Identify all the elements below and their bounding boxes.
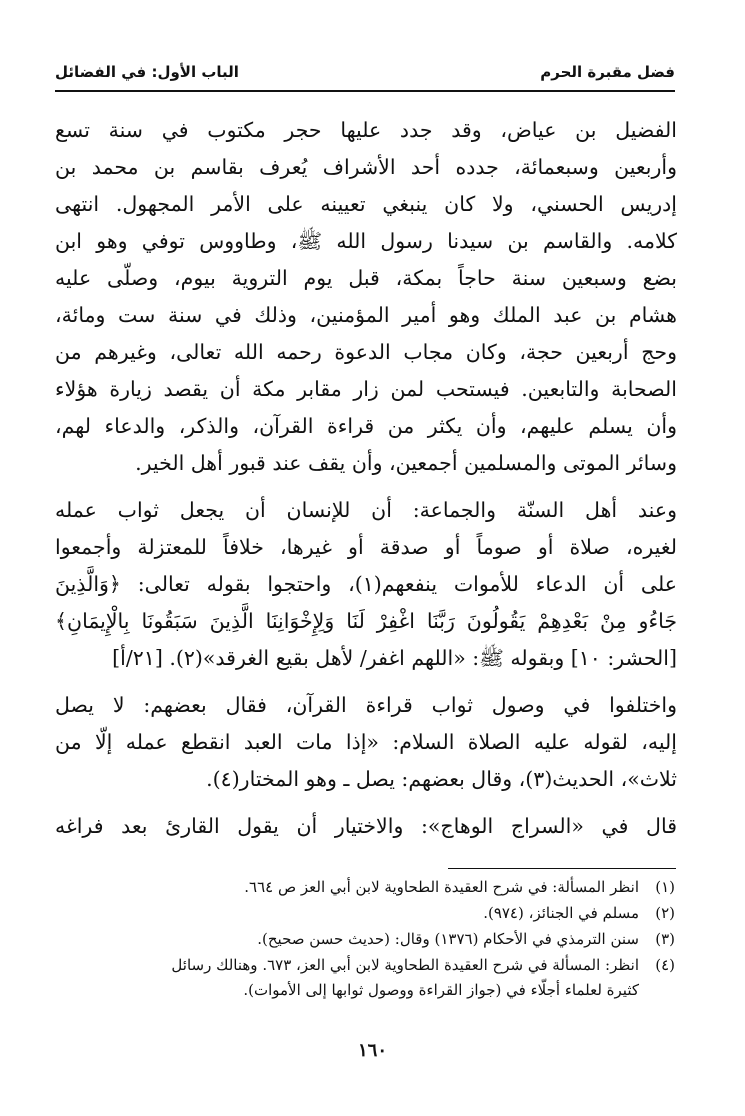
footnotes	[55, 874, 675, 1002]
footnote-text: انظر المسألة: في شرح العقيدة الطحاوية لابن أبي العز ص ٦٦٤.	[244, 878, 639, 896]
text-line: إدريس الحسني، ولا كان ينبغي تعيينه على الأمر المجهول. انتهى	[55, 192, 677, 216]
text-line: وعند أهل السنّة والجماعة: أن للإنسان أن يجعل ثواب عمله	[55, 498, 677, 522]
quran-verse-line: جَاءُو مِنْ بَعْدِهِمْ يَقُولُونَ رَبَّنَا اغْفِرْ لَنَا وَلِإِخْوَانِنَا الَّذِينَ سَبَقُونَا بِالْإِيمَانِ﴾	[55, 609, 677, 633]
text-line: وأربعين وسبعمائة، جدده أحد الأشراف يُعرف بقاسم بن محمد بن	[55, 155, 677, 179]
footnote-number: (٤)	[655, 956, 675, 974]
footnote-text: سنن الترمذي في الأحكام (١٣٧٦) وقال: (حديث حسن صحيح).	[257, 930, 639, 948]
text-line: لغيره، صلاة أو صوماً أو صدقة أو غيرها، خلافاً للمعتزلة وأجمعوا	[55, 535, 677, 559]
running-header	[55, 58, 675, 86]
footnote-text: انظر: المسألة في شرح العقيدة الطحاوية لابن أبي العز، ٦٧٣. وهنالك رسائل	[171, 956, 639, 974]
text-line: الفضيل بن عياض، وقد جدد عليها حجر مكتوب في سنة تسع	[55, 118, 677, 142]
text-line: إليه، لقوله عليه الصلاة السلام: «إذا مات العبد انقطع عمله إلّا من	[55, 730, 677, 754]
footnote	[55, 952, 675, 978]
text-line: [الحشر: ١٠] وبقوله ﷺ: «اللهم اغفر/ لأهل بقيع الغرقد»(٢). [٢١/أ]	[112, 646, 677, 670]
paragraph-gap	[55, 482, 677, 492]
text-line: وحج أربعين حجة، وكان مجاب الدعوة رحمه الله تعالى، وغيرهم من	[55, 340, 677, 364]
text-line: قال في «السراج الوهاج»: والاختيار أن يقول القارئ بعد فراغه	[55, 814, 677, 838]
footnote-divider	[448, 868, 676, 869]
footnote	[55, 926, 675, 952]
footnote	[55, 900, 675, 926]
text-line: على أن الدعاء للأموات ينفعهم(١)، واحتجوا بقوله تعالى: ﴿وَالَّذِينَ	[55, 572, 677, 596]
header-divider	[55, 90, 675, 92]
main-text	[55, 112, 677, 845]
footnote-continuation: كثيرة لعلماء أجلّاء في (جواز القراءة ووصول ثوابها إلى الأموات).	[243, 981, 639, 999]
text-line: الصحابة والتابعين. فيستحب لمن زار مقابر مكة أن يقصد زيارة هؤلاء	[55, 377, 677, 401]
paragraph-gap	[55, 677, 677, 687]
text-line: هشام بن عبد الملك وهو أمير المؤمنين، وذلك في سنة ست ومائة،	[55, 303, 677, 327]
page-number: ١٦٠	[357, 1040, 387, 1061]
text-line: وسائر الموتى والمسلمين أجمعين، وأن يقف عند قبور أهل الخير.	[135, 451, 677, 475]
text-line: واختلفوا في وصول ثواب قراءة القرآن، فقال بعضهم: لا يصل	[55, 693, 677, 717]
header-book-title: فضل مقبرة الحرم	[540, 63, 675, 81]
text-line: وأن يسلم عليهم، وأن يكثر من قراءة القرآن، والذكر، والدعاء لهم،	[55, 414, 677, 438]
footnote-text: مسلم في الجنائز، (٩٧٤).	[483, 904, 639, 922]
footnote-number: (٢)	[655, 904, 675, 922]
text-line: بضع وسبعين سنة حاجاً بمكة، قبل يوم التروية بيوم، وصلّى عليه	[55, 266, 677, 290]
footnote	[55, 874, 675, 900]
text-line: كلامه. والقاسم بن سيدنا رسول الله ﷺ، وطاووس توفي وهو ابن	[55, 229, 677, 253]
footnote-number: (١)	[655, 878, 675, 896]
text-line: ثلاث»، الحديث(٣)، وقال بعضهم: يصل ـ وهو المختار(٤).	[206, 767, 677, 791]
header-chapter-title: الباب الأول: في الفضائل	[55, 63, 239, 81]
paragraph-gap	[55, 798, 677, 808]
footnote-number: (٣)	[655, 930, 675, 948]
